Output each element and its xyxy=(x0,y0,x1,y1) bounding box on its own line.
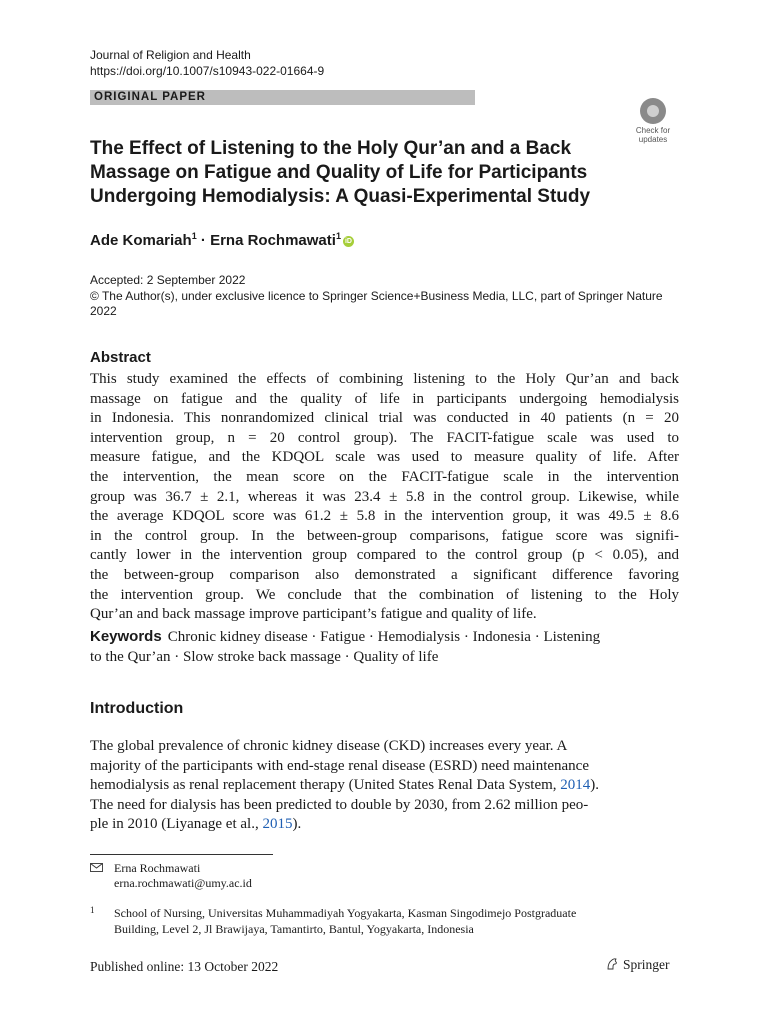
body-text: ). xyxy=(292,816,302,833)
corresponding-author-name: Erna Rochmawati xyxy=(114,861,201,875)
check-updates-label-1: Check for xyxy=(635,126,671,135)
orcid-icon[interactable]: iD xyxy=(344,238,352,245)
abstract-line: in Indonesia. This nonrandomized clinical trial was conducted in 40 patients (n = 20 xyxy=(90,410,679,427)
citation-link[interactable]: 2014 xyxy=(560,777,591,794)
affiliation-line: School of Nursing, Universitas Muhammadiyah Yogyakarta, Kasman Singodimejo Postgraduate xyxy=(114,906,577,920)
abstract-line: in the control group. In the between-group comparisons, fatigue score was signifi- xyxy=(90,527,679,544)
published-online-date: Published online: 13 October 2022 xyxy=(90,959,279,974)
check-for-updates-badge[interactable] xyxy=(626,98,680,144)
body-line xyxy=(90,776,679,796)
affiliation-line: Building, Level 2, Jl Brawijaya, Tamantirto, Bantul, Yogyakarta, Indonesia xyxy=(114,922,474,936)
publication-history xyxy=(90,273,690,320)
author-affiliation-mark: 1 xyxy=(335,231,341,241)
abstract-line: the between-group comparison also demonstrated a significant difference favoring xyxy=(90,566,679,583)
abstract-line: cantly lower in the intervention group compared to the control group (p < 0.05), and xyxy=(90,547,679,564)
envelope-icon xyxy=(90,863,103,872)
abstract-line: the intervention, the mean score on the FACIT-fatigue scale in the intervention xyxy=(90,468,679,485)
abstract-line: Qur’an and back massage improve participant’s fatigue and quality of life. xyxy=(90,606,537,623)
author-separator: · xyxy=(196,232,211,249)
body-text: ple in 2010 (Liyanage et al., xyxy=(90,816,263,833)
affiliation-number: 1 xyxy=(90,905,95,915)
check-updates-icon xyxy=(640,98,666,124)
abstract-line: massage on fatigue and the quality of life in participants undergoing hemodialysis xyxy=(90,390,679,407)
author-affiliation-mark: 1 xyxy=(191,231,197,241)
abstract-heading: Abstract xyxy=(90,349,151,366)
check-updates-label-2: updates xyxy=(638,135,668,144)
copyright-line: 2022 xyxy=(90,304,117,318)
accepted-date: Accepted: 2 September 2022 xyxy=(90,273,246,287)
publisher-name: Springer xyxy=(623,957,670,972)
article-type-label: ORIGINAL PAPER xyxy=(94,91,206,103)
keywords-block xyxy=(90,627,679,667)
keywords-list: Chronic kidney disease · Fatigue · Hemodialysis · Indonesia · Listening xyxy=(167,629,601,645)
author-name[interactable]: Ade Komariah xyxy=(90,232,192,249)
abstract-line: the intervention group. We conclude that the combination of listening to the Holy xyxy=(90,586,679,603)
abstract-line: intervention group, n = 20 control group). The FACIT-fatigue scale was used to xyxy=(90,429,679,446)
corresponding-author-email[interactable]: erna.rochmawati@umy.ac.id xyxy=(114,876,252,890)
abstract-line: the average KDQOL score was 61.2 ± 5.8 in the intervention group, it was 49.5 ± 8.6 xyxy=(90,508,679,525)
publisher-logo xyxy=(605,957,670,973)
body-text: hemodialysis as renal replacement therapy (United States Renal Data System, xyxy=(90,777,561,794)
body-line: majority of the participants with end-stage renal disease (ESRD) need maintenance xyxy=(90,757,589,774)
keywords-list-continued: to the Qur’an · Slow stroke back massage · Quality of life xyxy=(90,648,439,665)
abstract-line: group was 36.7 ± 2.1, whereas it was 23.4 ± 5.8 in the control group. Likewise, while xyxy=(90,488,679,505)
body-line xyxy=(90,815,679,835)
introduction-heading: Introduction xyxy=(90,700,184,717)
abstract-line: This study examined the effects of combining listening to the Holy Qur’an and back xyxy=(90,371,679,387)
abstract-line: measure fatigue, and the KDQOL scale was used to measure quality of life. After xyxy=(90,449,679,466)
copyright-line: © The Author(s), under exclusive licence to Springer Science+Business Media, LLC, part of Springer Nature xyxy=(90,288,663,303)
abstract-body xyxy=(90,370,679,625)
body-line: The global prevalence of chronic kidney disease (CKD) increases every year. A xyxy=(90,738,568,754)
journal-name: Journal of Religion and Health xyxy=(90,48,251,62)
article-title xyxy=(90,137,630,209)
body-line: The need for dialysis has been predicted to double by 2030, from 2.62 million peo- xyxy=(90,796,589,813)
keywords-label: Keywords xyxy=(90,628,162,645)
author-name[interactable]: Erna Rochmawati xyxy=(210,232,336,249)
footnote-divider xyxy=(90,854,273,855)
doi-link[interactable]: https://doi.org/10.1007/s10943-022-01664-9 xyxy=(90,64,325,78)
body-text: ). xyxy=(590,777,600,794)
affiliation xyxy=(114,905,674,937)
title-line: Undergoing Hemodialysis: A Quasi-Experimental Study xyxy=(90,186,591,207)
title-line: The Effect of Listening to the Holy Qur’an and a Back xyxy=(90,138,572,159)
introduction-body xyxy=(90,737,679,835)
author-list xyxy=(90,231,354,249)
title-line: Massage on Fatigue and Quality of Life for Participants xyxy=(90,162,588,183)
springer-horse-icon xyxy=(605,957,619,971)
citation-link[interactable]: 2015 xyxy=(262,816,293,833)
